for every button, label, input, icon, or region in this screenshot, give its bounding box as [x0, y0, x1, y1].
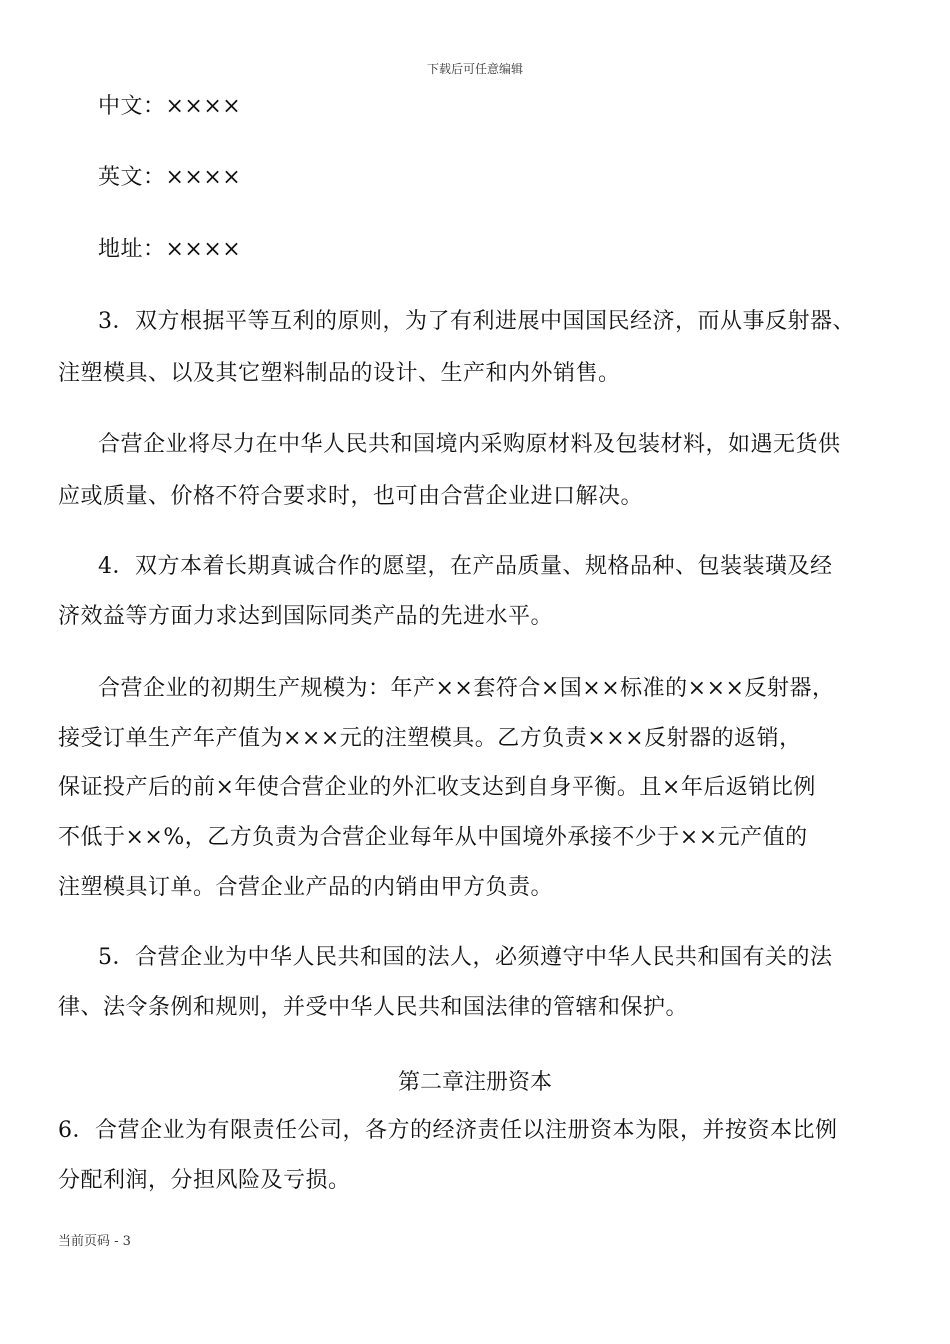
paragraph-6-line-2: 分配利润，分担风险及亏损。: [58, 1168, 351, 1193]
page-number-footer: 当前页码 - 3: [58, 1234, 131, 1249]
paragraph-4b-line-4: 不低于××%，乙方负责为合营企业每年从中国境外承接不少于××元产值的: [58, 825, 808, 850]
chapter-title: 第二章注册资本: [397, 1070, 552, 1095]
paragraph-6-line-1: 6．合营企业为有限责任公司，各方的经济责任以注册资本为限，并按资本比例: [58, 1118, 838, 1143]
field-chinese-name: 中文：××××: [98, 94, 242, 119]
paragraph-3b-line-2: 应或质量、价格不符合要求时，也可由合营企业进口解决。: [58, 484, 644, 509]
paragraph-3-line-1: 3．双方根据平等互利的原则，为了有利进展中国国民经济，而从事反射器、: [98, 309, 855, 334]
paragraph-4b-line-2: 接受订单生产年产值为×××元的注塑模具。乙方负责×××反射器的返销，: [58, 726, 802, 751]
field-english-name: 英文：××××: [98, 165, 242, 190]
paragraph-4-line-1: 4．双方本着长期真诚合作的愿望，在产品质量、规格品种、包装装璜及经: [98, 554, 833, 579]
paragraph-3-line-2: 注塑模具、以及其它塑料制品的设计、生产和内外销售。: [58, 361, 621, 386]
page-header-note: 下载后可任意编辑: [426, 62, 523, 76]
paragraph-3b-line-1: 合营企业将尽力在中华人民共和国境内采购原材料及包装材料，如遇无货供: [98, 432, 841, 457]
field-address: 地址：××××: [98, 237, 242, 262]
paragraph-4b-line-5: 注塑模具订单。合营企业产品的内销由甲方负责。: [58, 875, 554, 900]
paragraph-5-line-2: 律、法令条例和规则，并受中华人民共和国法律的管辖和保护。: [58, 995, 689, 1020]
paragraph-4-line-2: 济效益等方面力求达到国际同类产品的先进水平。: [58, 604, 554, 629]
paragraph-4b-line-1: 合营企业的初期生产规模为：年产××套符合×国××标准的×××反射器，: [98, 676, 835, 701]
paragraph-5-line-1: 5．合营企业为中华人民共和国的法人，必须遵守中华人民共和国有关的法: [98, 945, 833, 970]
paragraph-4b-line-3: 保证投产后的前×年使合营企业的外汇收支达到自身平衡。且×年后返销比例: [58, 775, 816, 800]
